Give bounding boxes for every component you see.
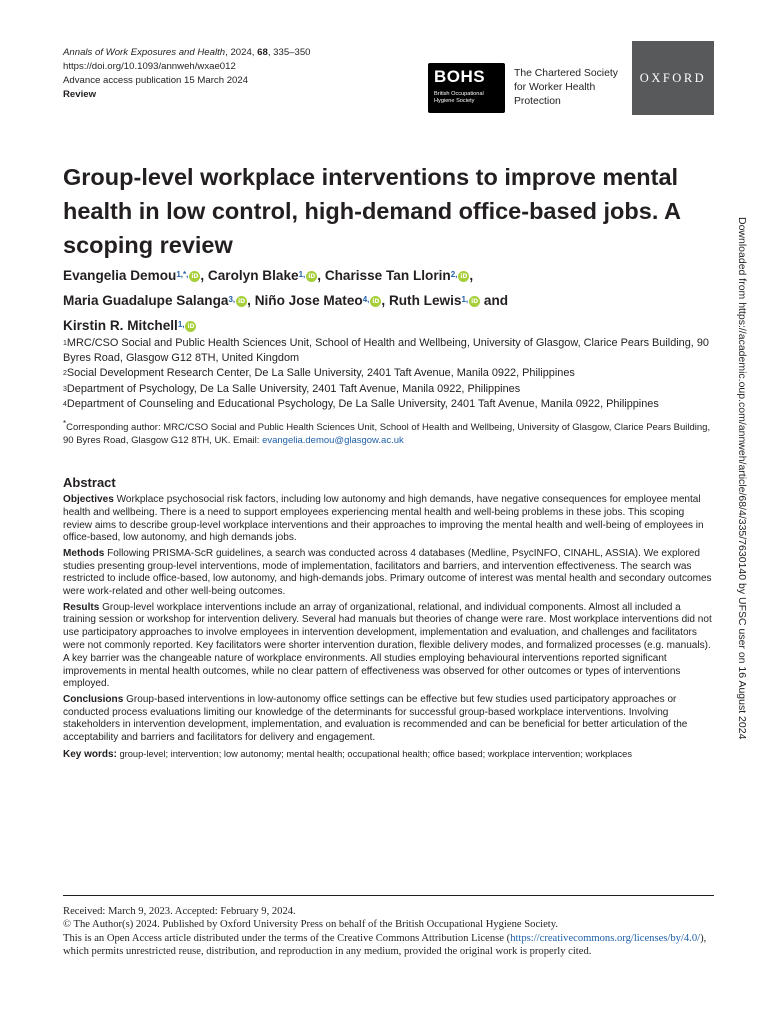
orcid-icon[interactable]: iD [372,297,380,305]
footer-divider [63,895,714,896]
oxford-logo: OXFORD [632,41,714,115]
results-text: Group-level workplace interventions include an array of organizational, relational, and individual components. Almost all included a training session or workshop for intervention delivery. Several had manuals but theories of change were rare. Most workplace interventions did not use participatory approaches to involve employees in intervention development, implementation and evaluation, and challenges and facilitators were not commonly reported. Key facilitators were shorter intervention duration, flexible delivery modes, and formalized processes (e.g. manuals). A key barrier was the changeable nature of workplace environments. All studies employing behavioural interventions reported significant improvements in mental health outcomes, while no clear pattern of effectiveness was observed for other outcomes or types of interventions employed. [63,601,712,690]
journal-name: Annals of Work Exposures and Health [63,47,226,58]
copyright-notice: © The Author(s) 2024. Published by Oxford University Press on behalf of the British Occupational Hygiene Society. [63,919,558,931]
author-affiliation-marker: 2, [450,270,458,279]
author-separator: , [200,268,205,283]
conclusions-text: Group-based interventions in low-autonomy office settings can be effective but few studies used participatory approaches or conducted process evaluations limiting our knowledge of the determinants for successful group-based workplace interventions. Involving stakeholders in intervention development, implementation, and evaluation is recommended and can be beneficial for better articulation of the acceptability and barriers and facilitators for delivery and engagement. [63,693,688,744]
affiliation-text: Department of Psychology, De La Salle University, 2401 Taft Avenue, Manila 0922, Philippines [66,382,521,395]
affiliation-list [63,336,713,412]
advance-access: Advance access publication 15 March 2024 [63,75,249,86]
corresponding-author [63,417,713,447]
affiliation-item [63,382,713,397]
keywords-text: group-level; intervention; low autonomy; mental health; occupational health; office based; workplace intervention; workplaces [119,748,632,759]
license-link[interactable]: https://creativecommons.org/licenses/by/4.0/ [510,932,701,944]
corresponding-mark: * [63,419,67,428]
affiliation-item [63,366,713,381]
orcid-icon[interactable]: iD [187,322,195,330]
abstract-body [63,494,714,764]
author-affiliation-marker: 1, [461,295,469,304]
author-affiliation-marker: 1, [177,320,185,329]
methods-text: Following PRISMA-ScR guidelines, a search was conducted across 4 databases (Medline, PsycINFO, CINAHL, ASSIA). We explored studies presenting group-level interventions, mode of implementation, facilitators and barriers, and intervention effectiveness. The search was restricted to include office-based, low autonomy, and high-demands jobs. Primary outcome of interest was mental health and secondary outcomes were work-related and other well-being outcomes. [63,547,712,598]
abstract-methods [63,548,714,599]
affiliation-text: Department of Counseling and Educational Psychology, De La Salle University, 2401 Taft Avenue, Manila 0922, Philippines [66,397,659,410]
license-text-pre: This is an Open Access article distributed under the terms of the Creative Commons Attribution License ( [63,932,511,944]
doi-link[interactable]: https://doi.org/10.1093/annweh/wxae012 [63,61,236,72]
article-type: Review [63,89,97,100]
citation-volume: 68 [257,47,268,58]
affiliation-number: 3 [63,385,67,393]
abstract-results [63,602,714,692]
author-name[interactable]: Niño Jose Mateo [254,293,363,308]
author-affiliation-marker: 4, [362,295,370,304]
bohs-logo-subtitle: British Occupational Hygiene Society [434,91,484,104]
affiliation-item [63,397,713,412]
article-title: Group-level workplace interventions to improve mental health in low control, high-demand office-based jobs. A scoping review [63,164,681,258]
objectives-text: Workplace psychosocial risk factors, including low autonomy and high demands, have negative consequences for employee mental health and wellbeing. There is a need to support employees experiencing mental health and well-being problems in these jobs. This scoping review aims to describe group-level workplace interventions and their approaches to improving the mental health and well-being of employees in office-based, low autonomy, and high demands jobs. [63,494,704,544]
conclusions-label: Conclusions [63,693,124,705]
affiliation-text: Social Development Research Center, De La Salle University, 2401 Taft Avenue, Manila 0922, Philippines [66,367,575,380]
affiliation-item [63,336,713,366]
orcid-icon[interactable]: iD [191,272,199,280]
bohs-logo-mark: BOHS [434,67,486,86]
bohs-logo [428,63,505,113]
abstract-heading: Abstract [63,475,116,490]
download-watermark [732,217,752,807]
orcid-icon[interactable]: iD [460,272,468,280]
license-notice [63,932,714,959]
author-email-link[interactable]: evangelia.demou@glasgow.ac.uk [262,435,404,447]
author-separator: , [469,268,474,283]
orcid-icon[interactable]: iD [471,297,479,305]
orcid-icon[interactable]: iD [238,297,246,305]
author-name[interactable]: Kirstin R. Mitchell [63,318,178,333]
license-text-post: ), which permits unrestricted reuse, distribution, and reproduction in any medium, provided the original work is properly cited. [63,932,707,958]
citation-pages: , 335–350 [267,47,311,58]
author-separator: , [381,293,386,308]
citation-year: , 2024, [225,47,258,58]
orcid-icon[interactable]: iD [308,272,316,280]
abstract-conclusions [63,694,714,745]
author-separator: , [247,293,251,308]
results-label: Results [63,601,100,613]
author-separator: , [317,268,322,283]
society-tagline: The Chartered Society for Worker Health Protection [514,68,618,107]
abstract-keywords [63,748,714,762]
author-name[interactable]: Evangelia Demou [63,268,177,283]
article-footer [63,905,714,959]
affiliation-text: MRC/CSO Social and Public Health Sciences Unit, School of Health and Wellbeing, University of Glasgow, Clarice Pears Building, 90 Byres Road, Glasgow G12 8TH, United Kingdom [63,337,709,365]
affiliation-number: 1 [63,340,67,347]
author-affiliation-marker: 1, [298,270,306,279]
author-name[interactable]: Carolyn Blake [207,268,299,283]
methods-label: Methods [63,547,105,559]
affiliation-number: 2 [63,370,67,378]
author-name[interactable]: Ruth Lewis [388,293,462,308]
author-affiliation-marker: 3, [228,295,236,304]
abstract-objectives [63,494,714,545]
author-conjunction: and [483,293,509,308]
author-affiliation-marker: 1,*, [176,270,189,279]
article-meta [63,46,383,102]
objectives-label: Objectives [63,494,114,505]
keywords-label: Key words: [63,748,117,760]
corresponding-text: Corresponding author: MRC/CSO Social and Public Health Sciences Unit, School of Health and Wellbeing, University of Glasgow, Clarice Pears Building, 90 Byres Road, Glasgow G12 8TH, UK. Email: [63,422,711,447]
download-watermark-text: Downloaded from https://academic.oup.com/annweh/article/68/4/335/7630140 by UFSC user on 16 August 2024 [736,217,748,740]
author-list [63,263,683,338]
affiliation-number: 4 [63,400,67,408]
author-name[interactable]: Maria Guadalupe Salanga [63,293,229,308]
citation-line [63,46,383,60]
author-name[interactable]: Charisse Tan Llorin [324,268,451,283]
received-dates: Received: March 9, 2023. Accepted: February 9, 2024. [63,906,296,917]
